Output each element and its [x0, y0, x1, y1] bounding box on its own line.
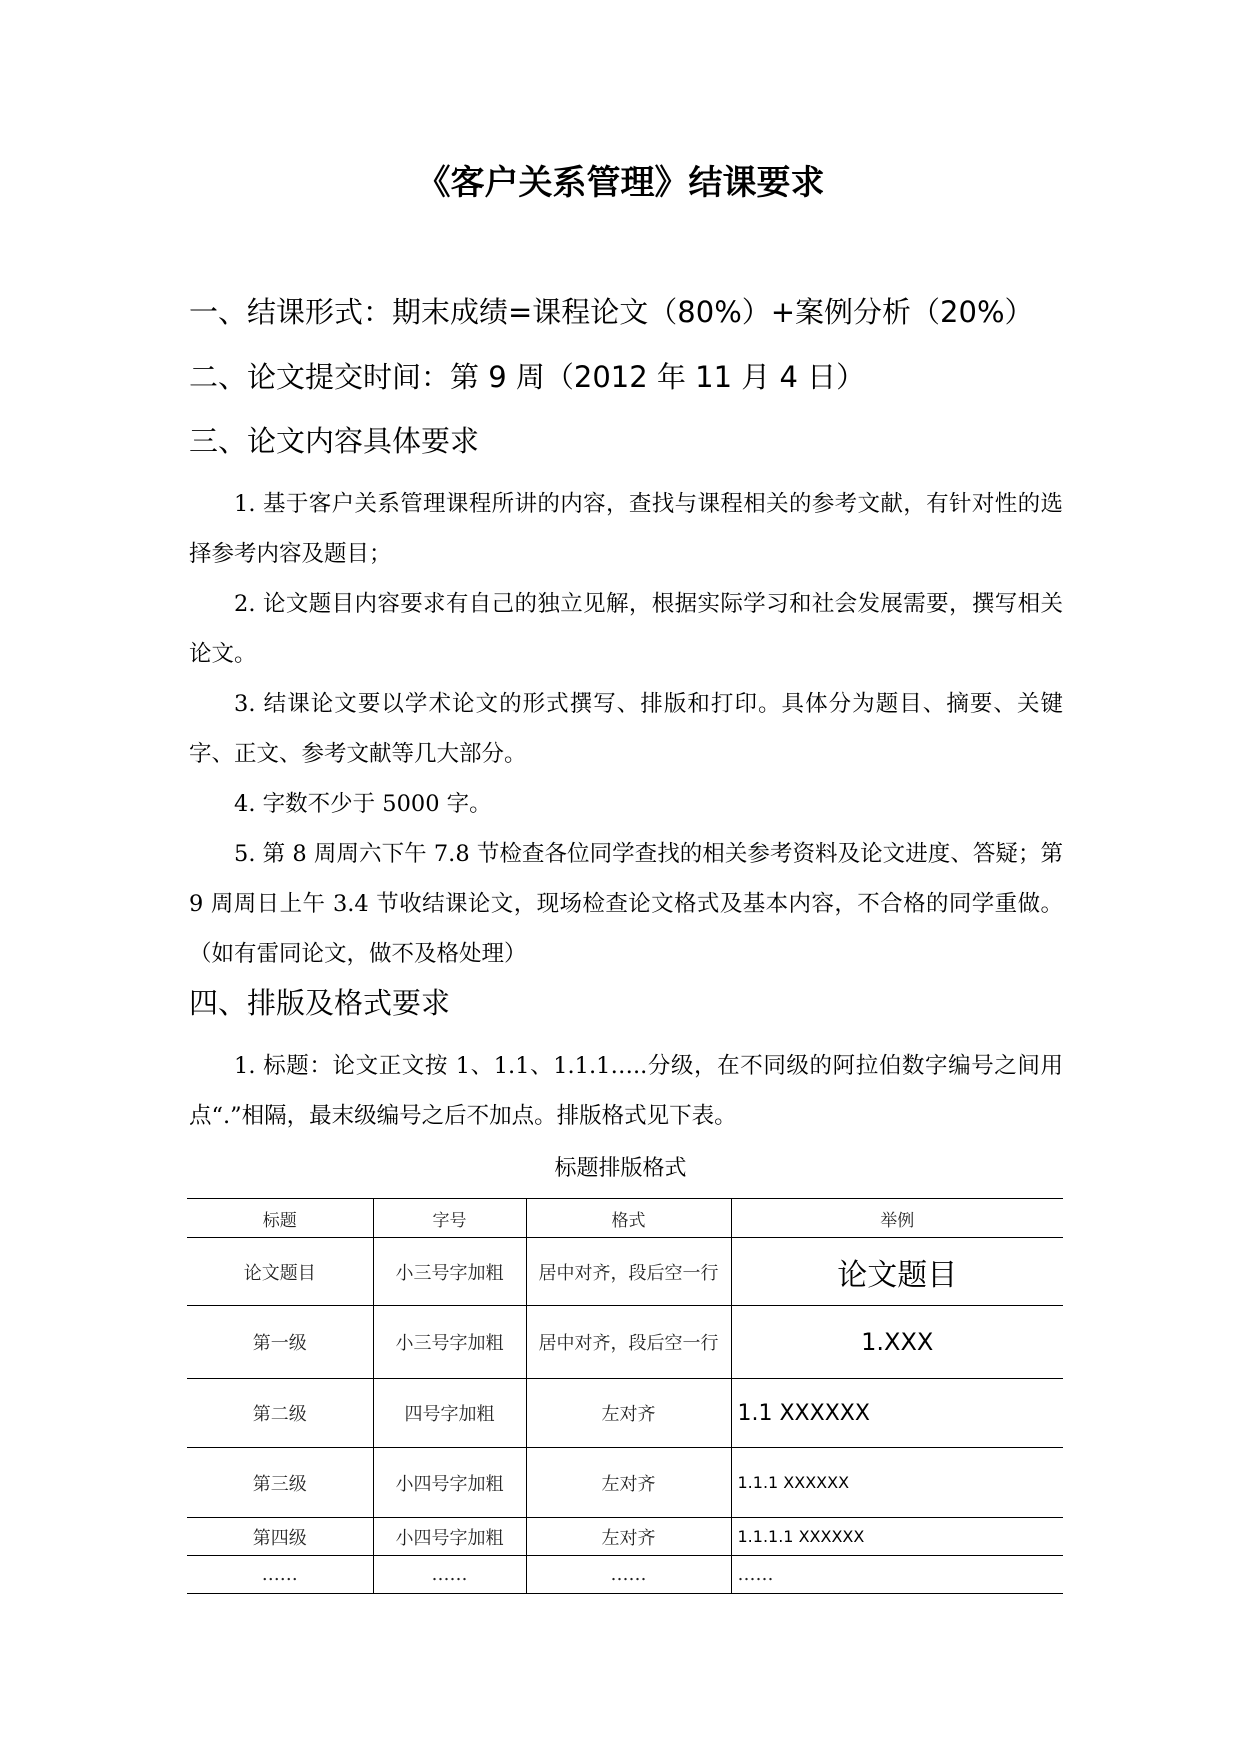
table-row	[187, 1379, 1063, 1448]
table-header-cell: 字号	[373, 1199, 526, 1238]
requirement-paragraph-2: 2. 论文题目内容要求有自己的独立见解，根据实际学习和社会发展需要，撰写相关论文。	[189, 591, 1063, 667]
table-cell: 论文题目	[187, 1238, 373, 1306]
requirement-paragraph-5: 5. 第 8 周周六下午 7.8 节检查各位同学查找的相关参考资料及论文进度、答疑；第 9 周周日上午 3.4 节收结课论文，现场检查论文格式及基本内容，不合格的同学重做。（如有雷同论文，做不及格处理）	[189, 841, 1063, 967]
table-cell-example: ……	[731, 1556, 1063, 1594]
table-cell: 第一级	[187, 1306, 373, 1379]
heading-format-table	[187, 1198, 1063, 1594]
table-caption: 标题排版格式	[554, 1156, 687, 1181]
table-cell: 左对齐	[526, 1518, 731, 1556]
table-cell-example: 论文题目	[731, 1238, 1063, 1306]
table-header-cell: 格式	[526, 1199, 731, 1238]
format-paragraph-1: 1. 标题：论文正文按 1、1.1、1.1.1…..分级，在不同级的阿拉伯数字编号之间用点“.”相隔，最末级编号之后不加点。排版格式见下表。	[189, 1053, 1063, 1129]
table-cell: 小四号字加粗	[373, 1518, 526, 1556]
table-cell-example: 1.1 XXXXXX	[731, 1379, 1063, 1448]
table-cell: ……	[373, 1556, 526, 1594]
table-header-cell: 举例	[731, 1199, 1063, 1238]
table-row	[187, 1448, 1063, 1518]
section-heading-1: 一、结课形式：期末成绩=课程论文（80%）+案例分析（20%）	[189, 295, 1034, 329]
table-cell: 第四级	[187, 1518, 373, 1556]
table-cell: ……	[187, 1556, 373, 1594]
requirement-paragraph-4: 4. 字数不少于 5000 字。	[234, 791, 492, 817]
section-heading-4: 四、排版及格式要求	[189, 986, 451, 1020]
table-cell: 小三号字加粗	[373, 1306, 526, 1379]
table-cell: 左对齐	[526, 1448, 731, 1518]
table-header-cell: 标题	[187, 1199, 373, 1238]
section-heading-2: 二、论文提交时间：第 9 周（2012 年 11 月 4 日）	[189, 360, 866, 394]
table-row	[187, 1306, 1063, 1379]
table-cell-example: 1.1.1.1 XXXXXX	[731, 1518, 1063, 1556]
section-heading-3: 三、论文内容具体要求	[189, 424, 480, 458]
table-header-row	[187, 1199, 1063, 1238]
document-title: 《客户关系管理》结课要求	[416, 163, 825, 203]
table-cell: 四号字加粗	[373, 1379, 526, 1448]
table-row	[187, 1518, 1063, 1556]
table-cell: 居中对齐，段后空一行	[526, 1306, 731, 1379]
requirement-paragraph-1: 1. 基于客户关系管理课程所讲的内容，查找与课程相关的参考文献，有针对性的选择参考内容及题目；	[189, 491, 1063, 567]
table-cell: 第三级	[187, 1448, 373, 1518]
table-row	[187, 1238, 1063, 1306]
table-cell: 小三号字加粗	[373, 1238, 526, 1306]
table-cell: 第二级	[187, 1379, 373, 1448]
table-cell-example: 1.XXX	[731, 1306, 1063, 1379]
table-cell: 居中对齐，段后空一行	[526, 1238, 731, 1306]
table-cell: ……	[526, 1556, 731, 1594]
table-cell: 左对齐	[526, 1379, 731, 1448]
table-row	[187, 1556, 1063, 1594]
requirement-paragraph-3: 3. 结课论文要以学术论文的形式撰写、排版和打印。具体分为题目、摘要、关键字、正文、参考文献等几大部分。	[189, 691, 1063, 767]
table-cell-example: 1.1.1 XXXXXX	[731, 1448, 1063, 1518]
table-cell: 小四号字加粗	[373, 1448, 526, 1518]
